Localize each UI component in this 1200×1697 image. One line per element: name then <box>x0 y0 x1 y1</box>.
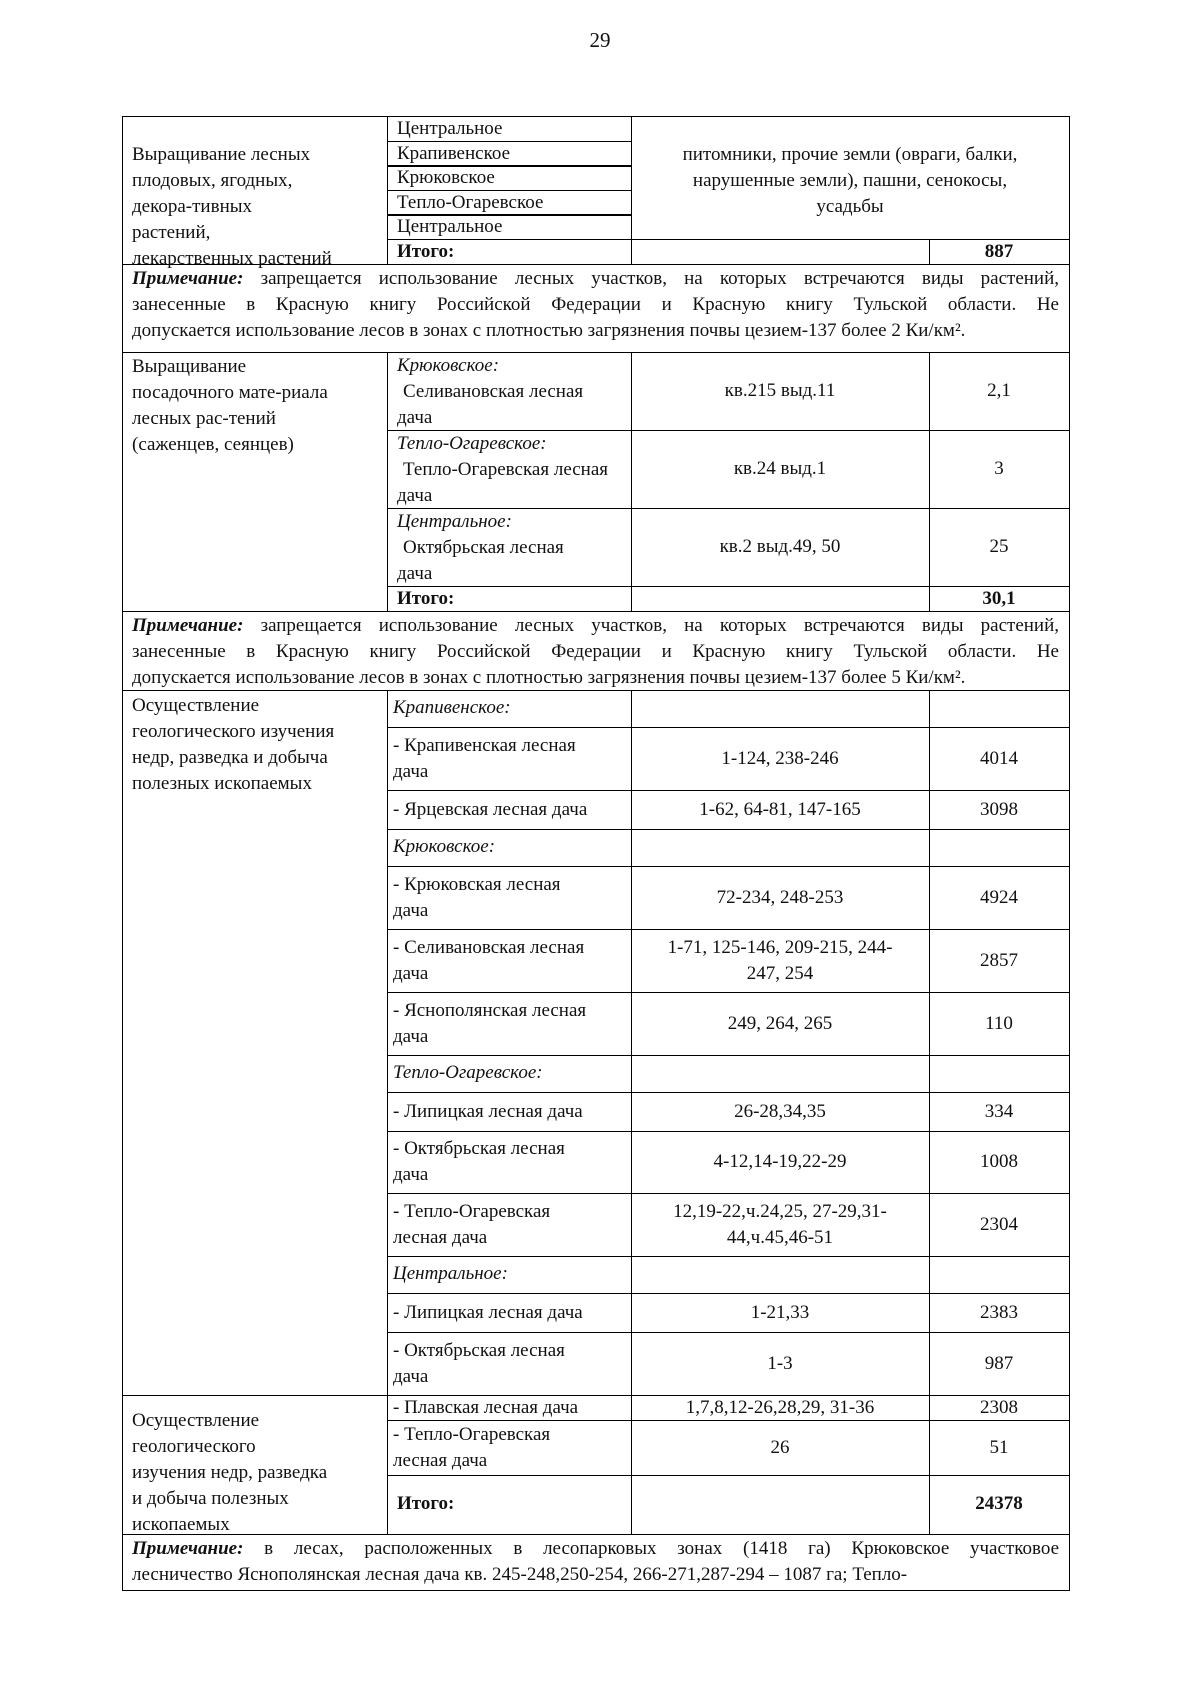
table-rule <box>387 866 1070 867</box>
total-value: 30,1 <box>982 588 1016 609</box>
dacha-name: - Крюковская лесная <box>393 873 561 895</box>
area-value: 51 <box>989 1436 1009 1458</box>
dacha-name: - Крапивенская лесная <box>393 734 576 756</box>
activity-label: Осуществление <box>132 695 260 716</box>
activity-label: лесных рас-тений <box>132 408 276 429</box>
note-label: Примечание: <box>132 1538 244 1559</box>
land-types: питомники, прочие земли (овраги, балки, <box>682 144 1018 165</box>
kvartal: 1-21,33 <box>750 1301 810 1323</box>
table-rule <box>1069 1395 1070 1534</box>
land-types: нарушенные земли), пашни, сенокосы, <box>692 170 1008 191</box>
note-text: допускается использование лесов в зонах с плотностью загрязнения почвы цезием-137 более 2 Ки/км². <box>132 320 966 341</box>
dacha-name: - Липицкая лесная дача <box>393 1301 583 1323</box>
total-label: Итого: <box>397 588 455 609</box>
note-line <box>132 639 1059 665</box>
note-text: лесничество Яснополянская лесная дача кв. 245-248,250-254, 266-271,287-294 – 1087 га; Тепло- <box>132 1564 908 1585</box>
table-rule <box>122 690 1070 691</box>
table-rule <box>122 611 123 690</box>
note-line <box>132 613 1059 639</box>
table-rule <box>387 992 1070 993</box>
kvartal: 1-62, 64-81, 147-165 <box>699 798 861 820</box>
kvartal: 1-3 <box>767 1352 793 1374</box>
area-value: 2,1 <box>987 380 1011 401</box>
activity-label: ископаемых <box>132 1514 230 1535</box>
dacha-name: лесная дача <box>393 1449 488 1471</box>
dacha-name: - Липицкая лесная дача <box>393 1100 583 1122</box>
note-line <box>132 1536 1059 1562</box>
note-label: Примечание: <box>132 268 244 289</box>
area-value: 2383 <box>980 1301 1018 1323</box>
activity-label: Выращивание лесных <box>132 144 311 165</box>
dacha-name: дача <box>393 1164 429 1185</box>
activity-label: лекарственных растений <box>132 248 332 269</box>
area-value: 3 <box>994 458 1004 479</box>
table-rule <box>1069 611 1070 690</box>
table-rule <box>387 1293 1070 1294</box>
table-rule <box>1069 690 1070 1395</box>
area-value: 987 <box>984 1352 1014 1374</box>
activity-label: Выращивание <box>132 356 247 377</box>
forestry-group: Крюковское: <box>393 836 496 857</box>
area-value: 25 <box>989 536 1009 557</box>
kvartal: кв.24 выд.1 <box>733 458 827 479</box>
forestry-group: Тепло-Огаревское: <box>397 433 547 454</box>
table-rule <box>1069 352 1070 611</box>
table-rule <box>387 829 1070 830</box>
table-rule <box>387 1332 1070 1333</box>
note-text: занесенные в Красную книгу Российской Федерации и Красную книгу Тульской области. Не <box>132 641 1059 662</box>
area-value: 334 <box>984 1100 1014 1122</box>
forestry-group: Центральное: <box>393 1263 508 1284</box>
dacha-name: - Октябрьская лесная <box>393 1339 565 1361</box>
activity-label: изучения недр, разведка <box>132 1462 328 1483</box>
total-label: Итого: <box>397 241 455 262</box>
note-text: запрещается использование лесных участков, на которых встречаются виды растений, <box>260 615 1060 636</box>
dacha-name: дача <box>393 1025 429 1047</box>
table-rule <box>1069 116 1070 264</box>
dacha-name: - Селивановская лесная <box>393 936 585 958</box>
activity-label: посадочного мате-риала <box>132 382 328 403</box>
total-label: Итого: <box>397 1493 455 1514</box>
table-rule <box>387 116 388 264</box>
dacha-name: - Плавская лесная дача <box>393 1396 579 1418</box>
table-rule <box>122 352 123 611</box>
table-rule <box>122 1534 123 1590</box>
dacha-name: - Октябрьская лесная <box>393 1138 565 1159</box>
kvartal: 26-28,34,35 <box>734 1100 826 1122</box>
kvartal: 1-124, 238-246 <box>721 747 839 769</box>
dacha-name: дача <box>393 962 429 984</box>
table-rule <box>387 727 1070 728</box>
kvartal: 12,19-22,ч.24,25, 27-29,31- <box>673 1200 887 1222</box>
area-value: 2304 <box>980 1213 1018 1235</box>
table-rule <box>387 1395 388 1534</box>
kvartal: 44,ч.45,46-51 <box>726 1226 834 1248</box>
dacha-name: дача <box>393 760 429 782</box>
dacha-name: - Ярцевская лесная дача <box>393 798 588 820</box>
table-rule <box>387 929 1070 930</box>
kvartal: 72-234, 248-253 <box>716 886 844 908</box>
forestry-group: Тепло-Огаревское: <box>393 1062 543 1083</box>
dacha-name: - Яснополянская лесная <box>393 999 587 1021</box>
kvartal: 249, 264, 265 <box>727 1012 833 1034</box>
kvartal: 247, 254 <box>746 962 814 984</box>
note-text: допускается использование лесов в зонах с плотностью загрязнения почвы цезием-137 более 5 Ки/км². <box>132 667 966 688</box>
kvartal: 1,7,8,12-26,28,29, 31-36 <box>685 1396 875 1418</box>
table-rule <box>387 352 388 611</box>
activity-label: (саженцев, сеянцев) <box>132 434 294 455</box>
table-rule <box>1069 264 1070 352</box>
kvartal: 1-71, 125-146, 209-215, 244- <box>667 936 893 958</box>
table-rule <box>122 690 123 1395</box>
forestry-name: Центральное <box>397 216 503 238</box>
note-line <box>132 292 1059 318</box>
activity-label: недр, разведка и добыча <box>132 747 328 768</box>
forestry-name: Центральное <box>397 118 503 139</box>
kvartal: 4-12,14-19,22-29 <box>713 1151 847 1172</box>
table-rule <box>387 1055 1070 1056</box>
area-value: 1008 <box>980 1151 1018 1172</box>
dacha-name: Тепло-Огаревская лесная <box>403 459 608 480</box>
note-line <box>132 266 1059 292</box>
forestry-name: Крапивенское <box>397 142 511 164</box>
area-value: 3098 <box>980 798 1018 820</box>
dacha-name: дача <box>393 1365 429 1387</box>
activity-label: геологического <box>132 1436 256 1457</box>
forestry-group: Центральное: <box>397 511 512 532</box>
area-value: 2308 <box>980 1396 1018 1418</box>
area-value: 2857 <box>980 949 1018 971</box>
dacha-name: - Тепло-Огаревская <box>393 1423 551 1445</box>
kvartal: кв.2 выд.49, 50 <box>719 536 841 557</box>
total-value: 887 <box>984 241 1014 262</box>
dacha-name: Селивановская лесная <box>403 381 584 402</box>
activity-label: растений, <box>132 222 211 243</box>
table-rule <box>387 1193 1070 1194</box>
table-rule <box>387 1131 1070 1132</box>
note-line <box>132 318 1059 344</box>
dacha-name: дача <box>397 563 433 584</box>
activity-label: полезных ископаемых <box>132 773 312 794</box>
activity-label: и добыча полезных <box>132 1488 289 1509</box>
forestry-group: Крюковское: <box>397 355 500 376</box>
land-types: усадьбы <box>816 196 884 217</box>
activity-label: декора-тивных <box>132 196 253 217</box>
table-rule <box>1069 1534 1070 1590</box>
table-rule <box>122 1590 1070 1591</box>
dacha-name: дача <box>397 485 433 506</box>
table-rule <box>122 264 123 352</box>
activity-label: Осуществление <box>132 1410 260 1431</box>
table-rule <box>387 690 388 1395</box>
area-value: 4014 <box>980 747 1018 769</box>
total-value: 24378 <box>975 1493 1023 1514</box>
note-line <box>132 1562 1059 1588</box>
area-value: 110 <box>985 1012 1013 1034</box>
forestry-group: Крапивенское: <box>393 697 511 718</box>
table-rule <box>387 1256 1070 1257</box>
activity-label: плодовых, ягодных, <box>132 170 293 191</box>
dacha-name: лесная дача <box>393 1226 488 1248</box>
table-rule <box>122 116 123 264</box>
note-label: Примечание: <box>132 615 244 636</box>
dacha-name: Октябрьская лесная <box>403 537 564 558</box>
dacha-name: дача <box>393 899 429 921</box>
kvartal: кв.215 выд.11 <box>724 380 836 401</box>
forestry-name: Крюковское <box>397 167 495 189</box>
forestry-name: Тепло-Огаревское <box>397 191 544 213</box>
note-text: занесенные в Красную книгу Российской Федерации и Красную книгу Тульской области. Не <box>132 294 1059 315</box>
table-rule <box>387 1475 1070 1476</box>
table-rule <box>387 1092 1070 1093</box>
note-line <box>132 665 1059 691</box>
page-number: 29 <box>589 28 611 52</box>
activity-label: геологического изучения <box>132 721 335 742</box>
note-text: в лесах, расположенных в лесопарковых зонах (1418 га) Крюковское участковое <box>264 1538 1060 1559</box>
kvartal: 26 <box>770 1436 790 1458</box>
area-value: 4924 <box>980 886 1018 908</box>
dacha-name: - Тепло-Огаревская <box>393 1200 551 1222</box>
note-text: запрещается использование лесных участков, на которых встречаются виды растений, <box>260 268 1060 289</box>
dacha-name: дача <box>397 407 433 428</box>
table-rule <box>122 1395 123 1534</box>
table-rule <box>387 790 1070 791</box>
